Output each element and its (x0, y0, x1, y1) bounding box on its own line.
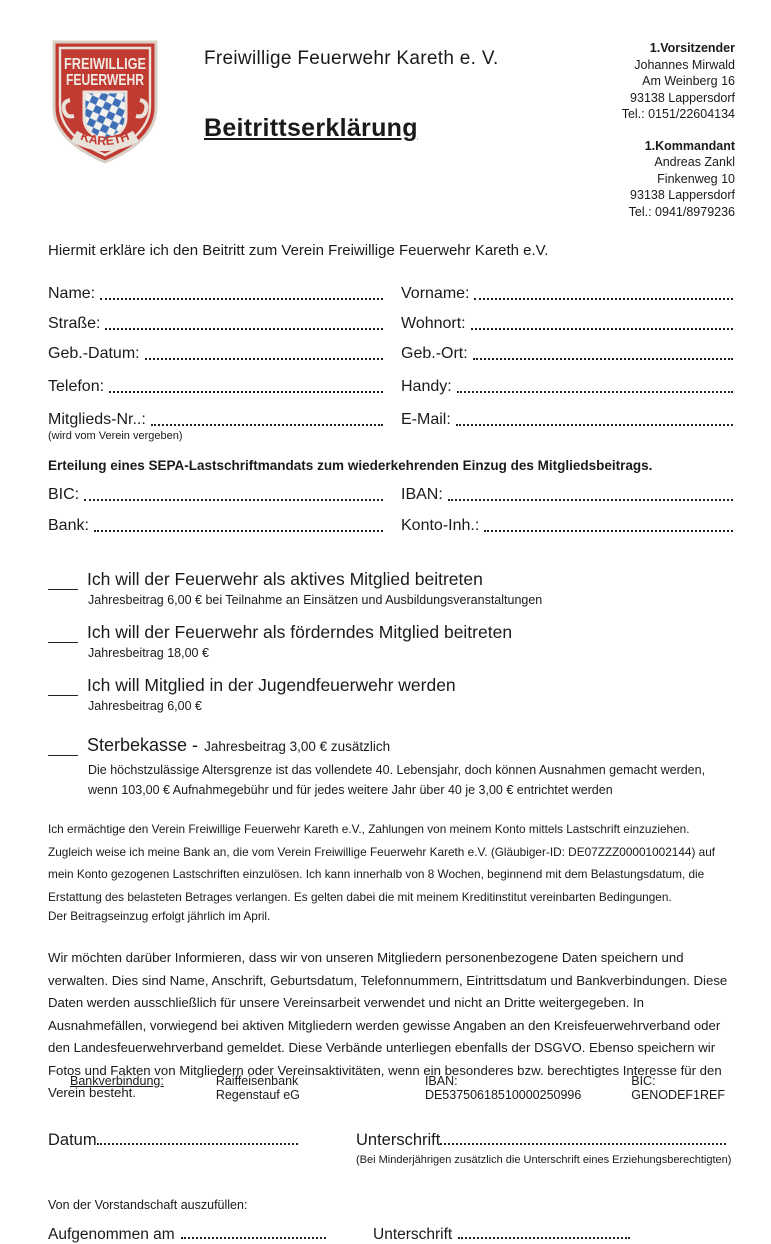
field-label: Geb.-Datum: (48, 345, 140, 362)
svg-text:FREIWILLIGE: FREIWILLIGE (64, 56, 147, 73)
svg-text:FEUERWEHR: FEUERWEHR (66, 72, 145, 89)
option-label: Ich will der Feuerwehr als förderndes Mitglied beitreten (87, 622, 513, 642)
organization-title: Freiwillige Feuerwehr Kareth e. V. (204, 48, 499, 69)
personal-fields-right (401, 277, 735, 442)
contact-line: Johannes Mirwald (634, 57, 735, 72)
field-strasse (48, 307, 385, 337)
field-label: Telefon: (48, 378, 105, 395)
geb-ort-fill-line[interactable] (473, 358, 733, 360)
youth-member-checkbox-blank[interactable] (48, 679, 78, 697)
contact-vorsitzender (577, 40, 735, 123)
contact-line: Andreas Zankl (654, 155, 735, 169)
supporting-member-checkbox-blank[interactable] (48, 626, 78, 644)
contact-role: 1.Vorsitzender (649, 41, 735, 55)
bank-name: Raiffeisenbank Regenstauf eG (215, 1074, 300, 1102)
membership-options (48, 569, 735, 800)
geb-datum-fill-line[interactable] (145, 358, 383, 360)
fire-department-badge-icon (48, 38, 162, 166)
mandate-april-line: Der Beitragseinzug erfolgt jährlich im April. (48, 909, 271, 923)
field-label: Bank: (48, 517, 89, 534)
field-bic (48, 477, 385, 508)
vorname-fill-line[interactable] (474, 298, 733, 300)
option-youth-member (48, 675, 735, 713)
field-name (48, 277, 385, 307)
sterbekasse-checkbox-blank[interactable] (48, 740, 78, 756)
admitted-on-fill-line[interactable] (181, 1226, 326, 1239)
signature-field (356, 1131, 726, 1150)
header-titles (166, 38, 577, 143)
field-label: Vorname: (401, 285, 470, 302)
contact-line: Tel.: 0151/22604134 (621, 107, 735, 121)
intro-statement: Hiermit erkläre ich den Beitritt zum Verein Freiwillige Feuerwehr Kareth e.V. (48, 242, 549, 259)
mitglieds-nr-note: (wird vom Verein vergeben) (48, 430, 183, 442)
field-label: Mitglieds-Nr..: (48, 411, 146, 428)
contact-kommandant (577, 138, 735, 221)
field-label: Name: (48, 285, 96, 302)
contact-info (577, 38, 735, 220)
sterbekasse-fee: Jahresbeitrag 3,00 € zusätzlich (204, 739, 391, 754)
handy-fill-line[interactable] (457, 391, 733, 393)
option-active-member (48, 569, 735, 607)
field-mitglieds-nr (48, 400, 385, 433)
active-member-checkbox-blank[interactable] (48, 573, 78, 591)
field-geb-datum (48, 337, 385, 367)
option-detail: Jahresbeitrag 6,00 € bei Teilnahme an Einsätzen und Ausbildungsveranstaltungen (88, 593, 543, 607)
board-section-heading: Von der Vorstandschaft auszufüllen: (48, 1197, 248, 1212)
option-sterbekasse (48, 735, 735, 800)
option-label: Ich will der Feuerwehr als aktives Mitglied beitreten (87, 569, 483, 589)
sepa-fields (48, 477, 735, 539)
board-signature-field (373, 1226, 630, 1244)
bank-footer (48, 1074, 735, 1102)
option-detail: Jahresbeitrag 6,00 € (88, 699, 202, 713)
date-label: Datum (48, 1130, 97, 1149)
field-telefon (48, 367, 385, 400)
option-label: Ich will Mitglied in der Jugendfeuerwehr werden (87, 675, 456, 695)
bic-fill-line[interactable] (84, 499, 383, 501)
contact-line: Tel.: 0941/8979236 (628, 204, 735, 219)
sepa-heading: Erteilung eines SEPA-Lastschriftmandats zum wiederkehrenden Einzug des Mitgliedsbeitrags. (48, 458, 653, 473)
field-bank (48, 508, 385, 539)
field-label: IBAN: (401, 486, 443, 503)
personal-fields (48, 277, 735, 442)
option-supporting-member (48, 622, 735, 660)
contact-role: 1.Kommandant (644, 138, 735, 153)
field-label: Wohnort: (401, 315, 466, 332)
field-label: Straße: (48, 315, 101, 332)
strasse-fill-line[interactable] (105, 328, 383, 330)
contact-line: Finkenweg 10 (657, 171, 735, 186)
signature-row (48, 1131, 735, 1150)
konto-inh-fill-line[interactable] (484, 530, 733, 532)
signature-label: Unterschrift (356, 1130, 441, 1149)
form-header (48, 38, 735, 220)
contact-line: 93138 Lappersdorf (630, 90, 735, 105)
date-field (48, 1131, 298, 1150)
option-detail: Jahresbeitrag 18,00 € (88, 646, 209, 660)
field-label: E-Mail: (401, 411, 451, 428)
wohnort-fill-line[interactable] (471, 328, 733, 330)
name-fill-line[interactable] (100, 298, 383, 300)
minor-signature-note: (Bei Minderjährigen zusätzlich die Unterschrift eines Erziehungsberechtigten) (356, 1153, 732, 1166)
signature-fill-line[interactable] (440, 1131, 726, 1145)
field-konto-inh (401, 508, 735, 539)
sterbekasse-detail: Die höchstzulässige Altersgrenze ist das vollendete 40. Lebensjahr, doch können Ausnahmen gemacht werden, wenn 103,00 € Aufnahmegebühr und für jedes weitere Jahr über 40 je 3,00 € entrichtet werden (88, 763, 706, 797)
contact-line: Am Weinberg 16 (642, 74, 735, 88)
admitted-on-field (48, 1226, 373, 1244)
date-fill-line[interactable] (97, 1131, 298, 1145)
telefon-fill-line[interactable] (109, 391, 383, 393)
bank-details-label: Bankverbindung: (70, 1074, 164, 1088)
board-row (48, 1226, 735, 1244)
iban-fill-line[interactable] (448, 499, 733, 501)
fire-department-logo (48, 38, 166, 171)
svg-text:KARETH: KARETH (78, 128, 132, 149)
contact-line: 93138 Lappersdorf (630, 188, 735, 202)
field-label: Handy: (401, 378, 452, 395)
form-title: Beitrittserklärung (204, 114, 418, 142)
mitglieds-nr-fill-line[interactable] (151, 424, 383, 426)
field-email (401, 400, 735, 433)
club-bic: BIC: GENODEF1REF (631, 1074, 726, 1102)
field-geb-ort (401, 337, 735, 367)
field-wohnort (401, 307, 735, 337)
field-label: BIC: (48, 486, 80, 503)
email-fill-line[interactable] (456, 424, 733, 426)
sterbekasse-label: Sterbekasse - (87, 735, 199, 755)
field-label: Geb.-Ort: (401, 345, 468, 362)
field-vorname (401, 277, 735, 307)
board-signature-label: Unterschrift (373, 1225, 453, 1243)
privacy-notice: Wir möchten darüber Informieren, dass wir von unseren Mitgliedern personenbezogene Daten speichern und verwalten. Dies sind Name, Anschrift, Geburtsdatum, Telefonnummern, Eintrittsdatum und Bankverbindungen. Diese Daten werden ausschließlich für unsere Vereinsarbeit verwendet und nicht an Dritte weitergegeben. In Ausnahmefällen, vorwiegend bei aktiven Mitgliedern werden gewisse Angaben an den Kreisfeuerwehrverband oder den Landesfeuerwehrverband gemeldet. Diese Verbände unterliegen ebenfalls der DSGVO. Ebenso speichern wir Fotos und Fakten von Mitgliedern oder Vereinsaktivitäten, wenn ein besonderes bzw. berechtigtes Interesse für den Verein besteht. (48, 950, 728, 1100)
board-signature-fill-line[interactable] (458, 1226, 630, 1239)
club-iban: IBAN: DE53750618510000250996 (424, 1074, 582, 1102)
sepa-mandate-text: Ich ermächtige den Verein Freiwillige Feuerwehr Kareth e.V., Zahlungen von meinem Konto mittels Lastschrift einzuziehen. Zugleich weise ich meine Bank an, die vom Verein Freiwillige Feuerwehr Kareth e.V. (Gläubiger-ID: DE07ZZZ00001002144) auf mein Konto gezogenen Lastschriften einzulösen. Ich kann innerhalb von 8 Wochen, beginnend mit dem Belastungsdatum, die Erstattung des belasteten Betrages verlangen. Es gelten dabei die mit meinem Kreditinstitut vereinbarten Bedingungen. (48, 822, 716, 904)
field-label: Konto-Inh.: (401, 517, 480, 534)
admitted-on-label: Aufgenommen am (48, 1225, 175, 1243)
field-handy (401, 367, 735, 400)
bank-fill-line[interactable] (94, 530, 383, 532)
field-iban (401, 477, 735, 508)
personal-fields-left (48, 277, 385, 442)
